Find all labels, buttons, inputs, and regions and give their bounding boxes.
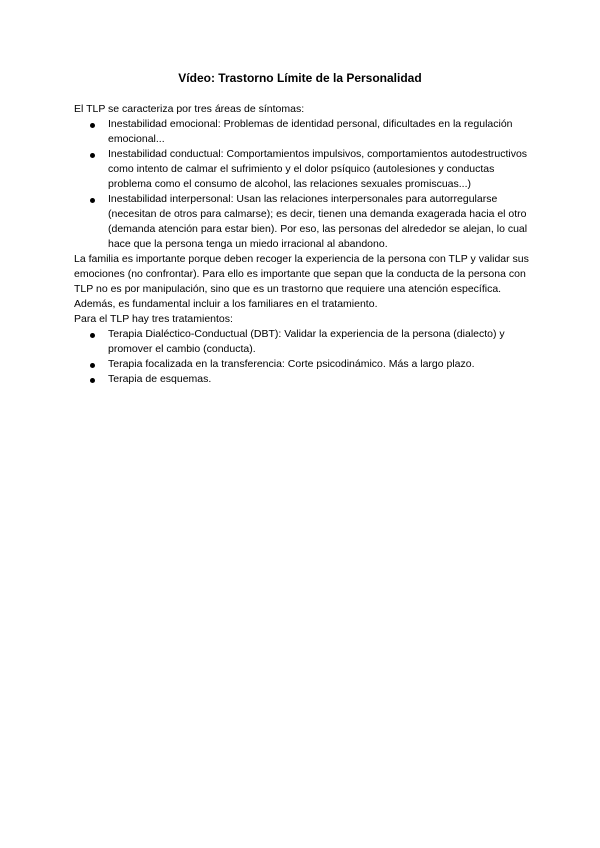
list-item-schema-therapy — [74, 372, 530, 387]
symptoms-intro: El TLP se caracteriza por tres áreas de síntomas: — [74, 103, 305, 115]
list-item-text: Terapia de esquemas. — [108, 373, 212, 385]
document-body — [74, 102, 530, 387]
list-item-text: Inestabilidad interpersonal: Usan las relaciones interpersonales para autorregularse (necesitan de otros para calmarse); es decir, tienen una demanda exagerada hacia el otro (demanda atención para estar bien). Por eso, las personas del alrededor se alejan, lo cual hace que la persona tenga un miedo irracional al abandono. — [108, 193, 528, 250]
treatments-list — [74, 327, 530, 387]
bullet-icon — [90, 198, 95, 203]
list-item-text: Inestabilidad emocional: Problemas de identidad personal, dificultades en la regulación emocional... — [108, 118, 513, 145]
treatments-intro: Para el TLP hay tres tratamientos: — [74, 313, 233, 325]
bullet-icon — [90, 363, 95, 368]
family-paragraph: La familia es importante porque deben recoger la experiencia de la persona con TLP y validar sus emociones (no confrontar). Para ello es importante que sepan que la conducta de la persona con TLP no es por manipulación, sino que es un trastorno que requiere una atención específica. Además, es fundamental incluir a los familiares en el tratamiento. — [74, 253, 529, 310]
list-item-text: Inestabilidad conductual: Comportamientos impulsivos, comportamientos autodestructivos como intento de calmar el sufrimiento y el dolor psíquico (autolesiones y conductas problema como el consumo de alcohol, las relaciones sexuales promiscuas...) — [108, 148, 528, 190]
bullet-icon — [90, 153, 95, 158]
list-item-dbt — [74, 327, 530, 357]
list-item-behavioral-instability — [74, 147, 530, 192]
document-title: Vídeo: Trastorno Límite de la Personalidad — [178, 71, 422, 85]
list-item-text: Terapia focalizada en la transferencia: Corte psicodinámico. Más a largo plazo. — [108, 358, 475, 370]
list-item-text: Terapia Dialéctico-Conductual (DBT): Validar la experiencia de la persona (dialecto) y promover el cambio (conducta). — [108, 328, 505, 355]
bullet-icon — [90, 333, 95, 338]
list-item-interpersonal-instability — [74, 192, 530, 252]
list-item-emotional-instability — [74, 117, 530, 147]
bullet-icon — [90, 123, 95, 128]
list-item-transference-therapy — [74, 357, 530, 372]
symptoms-list — [74, 117, 530, 252]
bullet-icon — [90, 378, 95, 383]
